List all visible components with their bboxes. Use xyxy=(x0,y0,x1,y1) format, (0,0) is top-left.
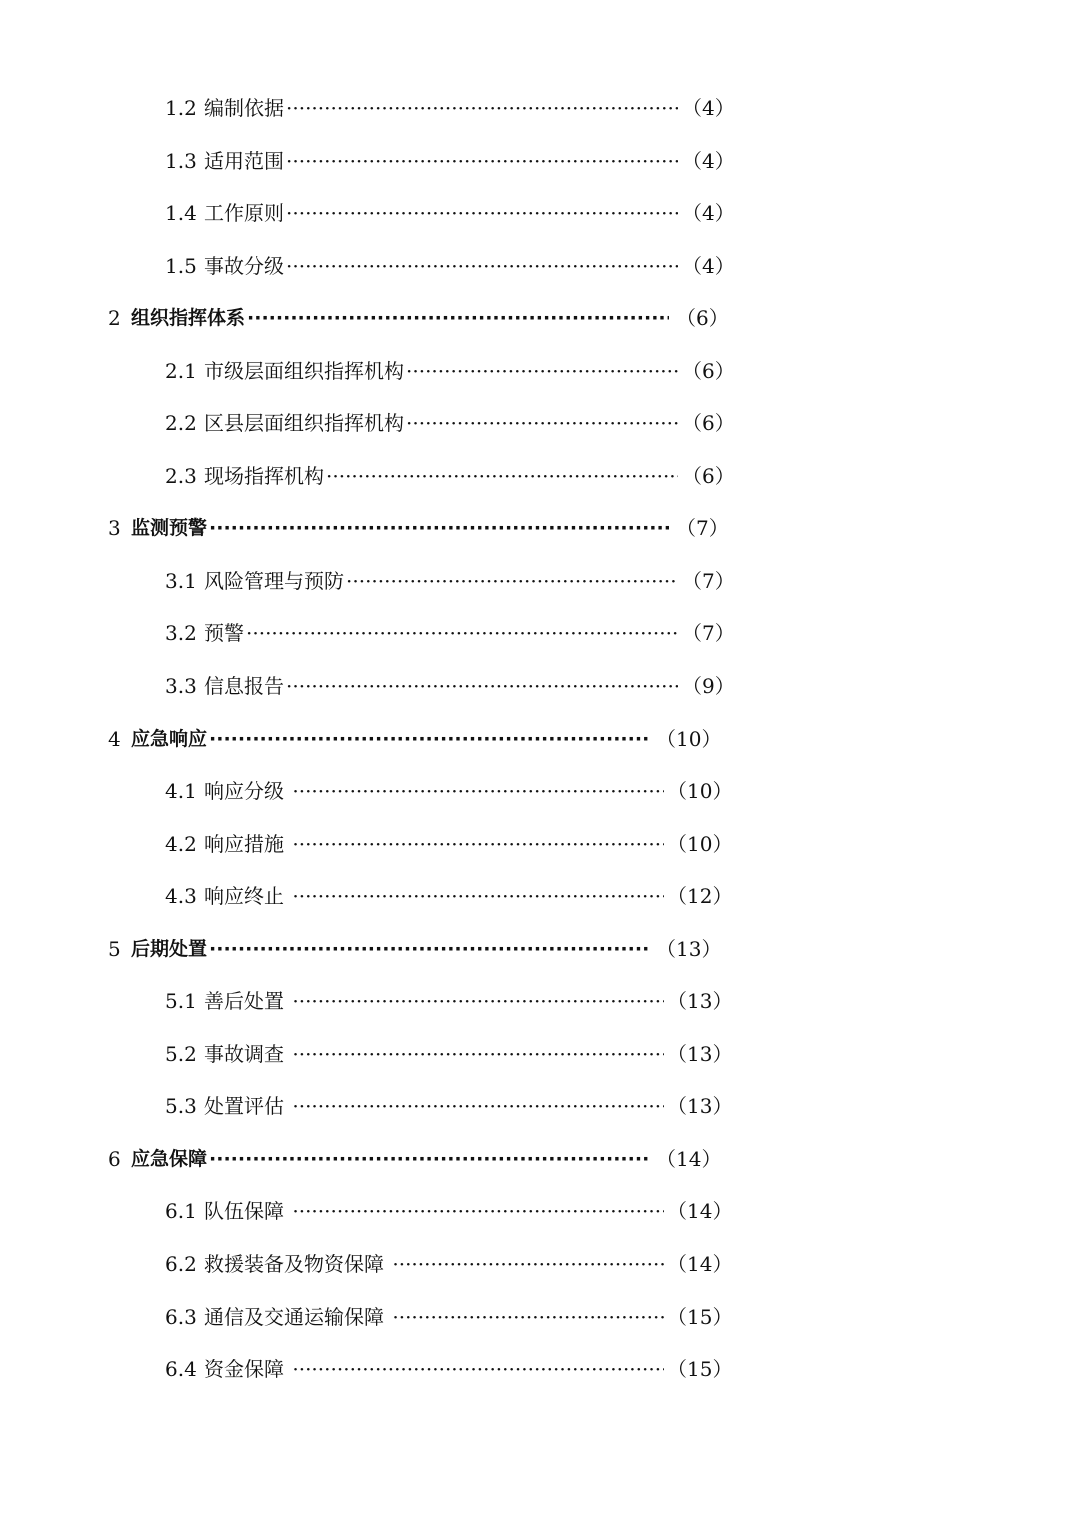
toc-section-entry[interactable] xyxy=(0,975,1073,1028)
toc-entry-page-number: （6） xyxy=(682,463,735,488)
toc-entry-page-number: （7） xyxy=(682,568,735,593)
toc-entry-page-number: （6） xyxy=(682,358,735,383)
toc-section-entry[interactable] xyxy=(0,135,1073,188)
toc-entry-page-number: （6） xyxy=(676,306,729,331)
toc-chapter-entry[interactable] xyxy=(0,502,1073,555)
toc-entry-title: 市级层面组织指挥机构 ····· xyxy=(204,345,678,397)
toc-section-entry[interactable] xyxy=(0,607,1073,660)
toc-entry-number: 6.3 xyxy=(165,1304,197,1329)
toc-entry-page-number: （10） xyxy=(667,779,733,804)
toc-entry-page-number: （14） xyxy=(656,1146,722,1171)
toc-entry-title: 事故调查 ····· xyxy=(204,1028,664,1080)
toc-section-entry[interactable] xyxy=(0,1291,1073,1344)
toc-section-entry[interactable] xyxy=(0,345,1073,398)
toc-entry-number: 6 xyxy=(108,1146,121,1171)
toc-entry-number: 5.3 xyxy=(165,1094,197,1119)
toc-entry-title: 区县层面组织指挥机构 ····· xyxy=(204,397,678,449)
toc-entry-page-number: （10） xyxy=(656,726,722,751)
toc-entry-page-number: （10） xyxy=(667,831,733,856)
toc-entry-title: 救援装备及物资保障 ····· xyxy=(204,1238,664,1290)
toc-entry-title: 响应措施 ····· xyxy=(204,818,664,870)
toc-entry-title: 监测预警 ····· xyxy=(131,502,669,554)
toc-entry-number: 5 xyxy=(108,936,121,961)
toc-entry-page-number: （4） xyxy=(682,253,735,278)
toc-entry-title: 信息报告 ····· xyxy=(204,660,678,712)
toc-chapter-entry[interactable] xyxy=(0,292,1073,345)
toc-section-entry[interactable] xyxy=(0,397,1073,450)
toc-entry-page-number: （4） xyxy=(682,201,735,226)
toc-entry-title: 事故分级 ····· xyxy=(204,240,678,292)
toc-entry-title: 编制依据 ····· xyxy=(204,82,678,134)
toc-entry-number: 1.3 xyxy=(165,148,197,173)
toc-entry-title: 响应分级 ····· xyxy=(204,765,664,817)
toc-section-entry[interactable] xyxy=(0,187,1073,240)
toc-entry-number: 1.4 xyxy=(165,201,197,226)
toc-section-entry[interactable] xyxy=(0,450,1073,503)
toc-section-entry[interactable] xyxy=(0,555,1073,608)
toc-entry-page-number: （13） xyxy=(667,1094,733,1119)
toc-section-entry[interactable] xyxy=(0,82,1073,135)
toc-entry-number: 3.3 xyxy=(165,674,197,699)
toc-section-entry[interactable] xyxy=(0,240,1073,293)
toc-entry-number: 3.2 xyxy=(165,621,197,646)
toc-entry-number: 6.1 xyxy=(165,1199,197,1224)
toc-entry-number: 4.1 xyxy=(165,779,197,804)
toc-chapter-entry[interactable] xyxy=(0,713,1073,766)
toc-section-entry[interactable] xyxy=(0,1343,1073,1396)
toc-entry-page-number: （9） xyxy=(682,674,735,699)
toc-entry-number: 4.3 xyxy=(165,884,197,909)
toc-section-entry[interactable] xyxy=(0,1080,1073,1133)
toc-entry-page-number: （14） xyxy=(667,1199,733,1224)
toc-entry-title: 通信及交通运输保障 ····· xyxy=(204,1291,664,1343)
toc-entry-page-number: （12） xyxy=(667,884,733,909)
toc-section-entry[interactable] xyxy=(0,818,1073,871)
toc-section-entry[interactable] xyxy=(0,1185,1073,1238)
toc-entry-title: 队伍保障 ····· xyxy=(204,1185,664,1237)
toc-section-entry[interactable] xyxy=(0,1028,1073,1081)
toc-entry-number: 2.1 xyxy=(165,358,197,383)
toc-entry-title: 应急保障 ····· xyxy=(131,1133,649,1185)
toc-section-entry[interactable] xyxy=(0,870,1073,923)
toc-entry-page-number: （4） xyxy=(682,148,735,173)
toc-entry-title: 响应终止 ····· xyxy=(204,870,664,922)
toc-section-entry[interactable] xyxy=(0,765,1073,818)
toc-entry-title: 工作原则 ····· xyxy=(204,187,678,239)
toc-entry-page-number: （4） xyxy=(682,96,735,120)
toc-entry-number: 2.3 xyxy=(165,463,197,488)
toc-entry-number: 4.2 xyxy=(165,831,197,856)
toc-entry-title: 处置评估 ····· xyxy=(204,1080,664,1132)
toc-entry-page-number: （15） xyxy=(667,1357,733,1382)
toc-entry-title: 应急响应 ····· xyxy=(131,713,649,765)
toc-entry-number: 2.2 xyxy=(165,411,197,436)
toc-entry-title: 组织指挥体系 ····· xyxy=(131,292,669,344)
toc-entry-title: 现场指挥机构 ····· xyxy=(204,450,678,502)
toc-entry-number: 1.2 xyxy=(165,96,197,120)
toc-entry-title: 资金保障 ····· xyxy=(204,1343,664,1395)
toc-entry-page-number: （15） xyxy=(667,1304,733,1329)
toc-entry-page-number: （6） xyxy=(682,411,735,436)
toc-entry-number: 5.1 xyxy=(165,989,197,1014)
toc-entry-page-number: （7） xyxy=(676,516,729,541)
toc-entry-title: 后期处置 ····· xyxy=(131,923,649,975)
table-of-contents xyxy=(0,82,1073,1396)
toc-entry-number: 6.2 xyxy=(165,1252,197,1277)
toc-entry-number: 1.5 xyxy=(165,253,197,278)
toc-entry-title: 风险管理与预防 ····· xyxy=(204,555,678,607)
toc-entry-page-number: （13） xyxy=(667,989,733,1014)
toc-entry-number: 3.1 xyxy=(165,568,197,593)
toc-entry-number: 4 xyxy=(108,726,121,751)
toc-entry-title: 善后处置 ····· xyxy=(204,975,664,1027)
toc-section-entry[interactable] xyxy=(0,1238,1073,1291)
toc-chapter-entry[interactable] xyxy=(0,1133,1073,1186)
toc-entry-page-number: （13） xyxy=(656,936,722,961)
toc-entry-title: 适用范围 ····· xyxy=(204,135,678,187)
toc-chapter-entry[interactable] xyxy=(0,923,1073,976)
toc-section-entry[interactable] xyxy=(0,660,1073,713)
toc-entry-page-number: （7） xyxy=(682,621,735,646)
toc-entry-number: 5.2 xyxy=(165,1041,197,1066)
toc-entry-page-number: （13） xyxy=(667,1041,733,1066)
toc-entry-number: 3 xyxy=(108,516,121,541)
toc-entry-number: 2 xyxy=(108,306,121,331)
toc-entry-page-number: （14） xyxy=(667,1252,733,1277)
toc-entry-title: 预警 ····· xyxy=(204,607,678,659)
toc-entry-number: 6.4 xyxy=(165,1357,197,1382)
